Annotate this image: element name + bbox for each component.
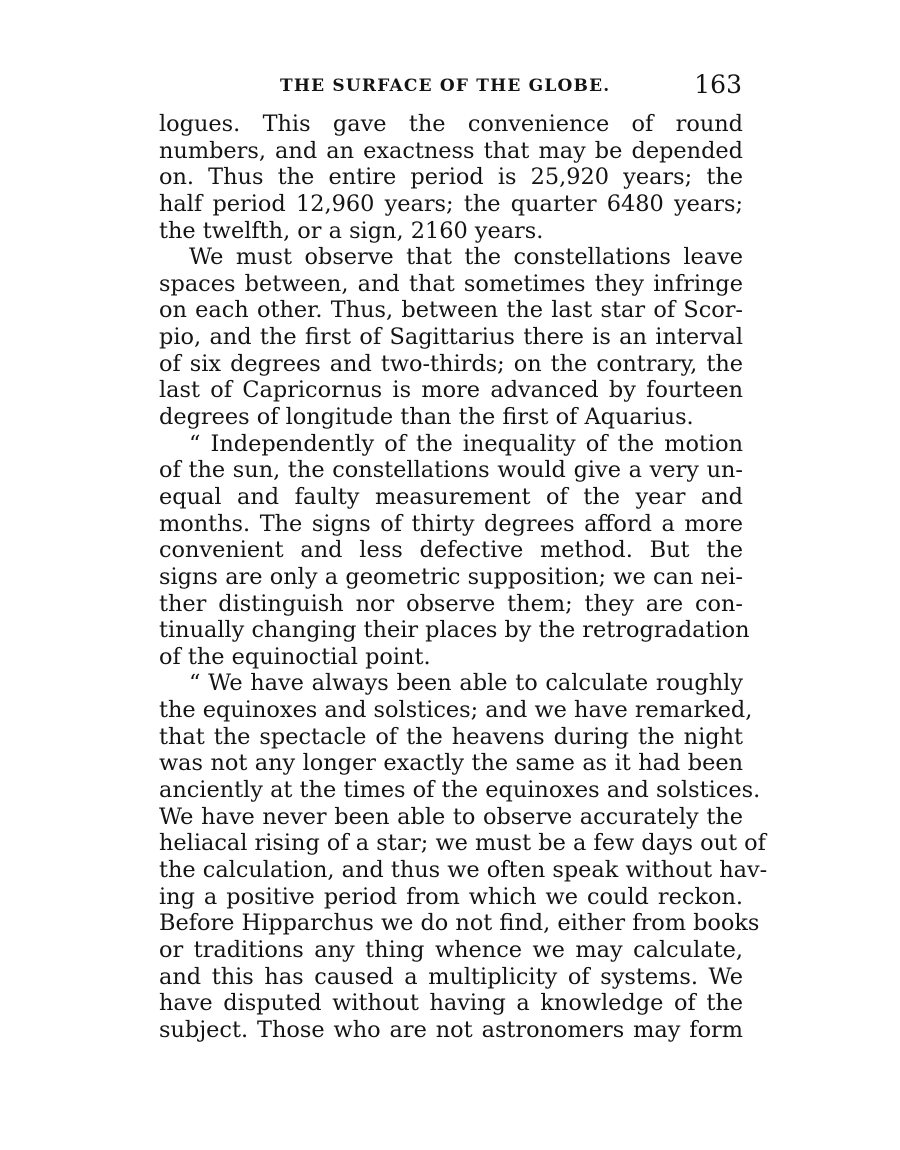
text-line: tinually changing their places by the retrogradation xyxy=(159,617,750,644)
text-line: numbers, and an exactness that may be depended xyxy=(159,137,743,164)
body-text xyxy=(159,111,768,1043)
text-line: equal and faulty measurement of the year and xyxy=(159,483,743,510)
paragraph xyxy=(159,244,743,430)
text-line: subject. Those who are not astronomers may form xyxy=(159,1016,743,1043)
text-line: and this has caused a multiplicity of systems. We xyxy=(159,963,743,990)
text-line: of the equinoctial point. xyxy=(159,643,431,670)
text-line: We have never been able to observe accurately the xyxy=(159,803,743,830)
text-line: of the sun, the constellations would give a very un- xyxy=(159,457,743,484)
text-line: the equinoxes and solstices; and we have remarked, xyxy=(159,697,753,724)
text-line: “ Independently of the inequality of the motion xyxy=(189,430,743,457)
running-head xyxy=(160,70,742,104)
text-line: “ We have always been able to calculate roughly xyxy=(189,670,743,697)
paragraph xyxy=(159,670,768,1043)
text-line: anciently at the times of the equinoxes and solstices. xyxy=(159,777,761,804)
text-line: ther distinguish nor observe them; they are con- xyxy=(159,590,743,617)
text-line: of six degrees and two-thirds; on the contrary, the xyxy=(159,350,743,377)
text-line: heliacal rising of a star; we must be a few days out of xyxy=(159,830,766,857)
text-line: was not any longer exactly the same as it had been xyxy=(159,750,743,777)
text-line: the twelfth, or a sign, 2160 years. xyxy=(159,217,544,244)
text-line: We must observe that the constellations leave xyxy=(189,244,743,271)
text-line: on. Thus the entire period is 25,920 years; the xyxy=(159,164,743,191)
text-line: Before Hipparchus we do not find, either from books xyxy=(159,910,760,937)
text-line: pio, and the first of Sagittarius there is an interval xyxy=(159,324,743,351)
text-line: last of Capricornus is more advanced by fourteen xyxy=(159,377,743,404)
text-line: signs are only a geometric supposition; we can nei- xyxy=(159,563,743,590)
page-number: 163 xyxy=(694,70,742,99)
text-line: or traditions any thing whence we may calculate, xyxy=(159,936,743,963)
paragraph xyxy=(159,111,743,244)
text-line: degrees of longitude than the first of Aquarius. xyxy=(159,404,694,431)
text-line: ing a positive period from which we could reckon. xyxy=(159,883,743,910)
text-line: have disputed without having a knowledge of the xyxy=(159,990,743,1017)
text-line: that the spectacle of the heavens during the night xyxy=(159,723,743,750)
running-title: THE SURFACE OF THE GLOBE. xyxy=(280,76,611,96)
text-line: half period 12,960 years; the quarter 6480 years; xyxy=(159,190,743,217)
paragraph xyxy=(159,430,750,671)
text-line: on each other. Thus, between the last star of Scor- xyxy=(159,297,743,324)
text-line: spaces between, and that sometimes they infringe xyxy=(159,270,743,297)
text-line: convenient and less defective method. But the xyxy=(159,537,743,564)
text-line: the calculation, and thus we often speak without hav- xyxy=(159,856,768,883)
text-line: logues. This gave the convenience of round xyxy=(159,111,743,137)
text-line: months. The signs of thirty degrees afford a more xyxy=(159,510,743,537)
